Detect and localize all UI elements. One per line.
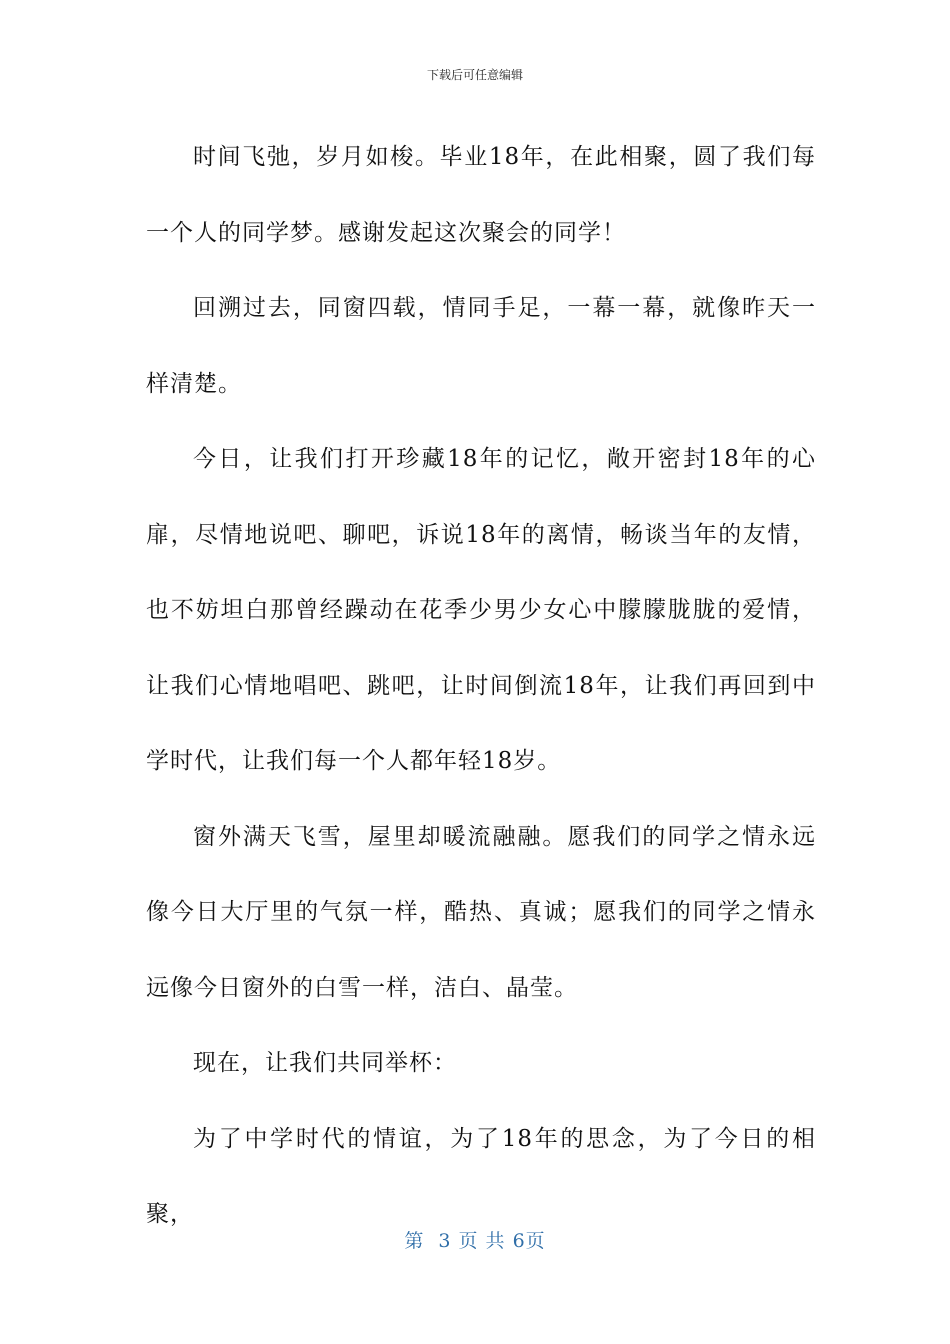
paragraph-2: 回溯过去，同窗四载，情同手足，一幕一幕，就像昨天一样清楚。 <box>146 295 816 397</box>
document-body <box>146 120 816 1253</box>
page-footer <box>0 1226 950 1253</box>
paragraph-5: 现在，让我们共同举杯： <box>193 1050 457 1076</box>
paragraph-4: 窗外满天飞雪，屋里却暖流融融。愿我们的同学之情永远像今日大厅里的气氛一样，酷热、真诚；愿我们的同学之情永远像今日窗外的白雪一样，洁白、晶莹。 <box>146 823 816 1001</box>
page-number: 第 3 页 共 6页 <box>404 1230 546 1252</box>
page-header: 下载后可任意编辑 <box>426 68 523 82</box>
paragraph-1: 时间飞弛，岁月如梭。毕业18年，在此相聚，圆了我们每一个人的同学梦。感谢发起这次聚会的同学！ <box>146 144 816 246</box>
paragraph-3: 今日，让我们打开珍藏18年的记忆，敞开密封18年的心扉，尽情地说吧、聊吧，诉说18年的离情，畅谈当年的友情，也不妨坦白那曾经躁动在花季少男少女心中朦朦胧胧的爱情，让我们心情地唱吧、跳吧，让时间倒流18年，让我们再回到中学时代，让我们每一个人都年轻18岁。 <box>146 446 816 774</box>
paragraph-6: 为了中学时代的情谊，为了18年的思念，为了今日的相聚， <box>146 1125 816 1227</box>
